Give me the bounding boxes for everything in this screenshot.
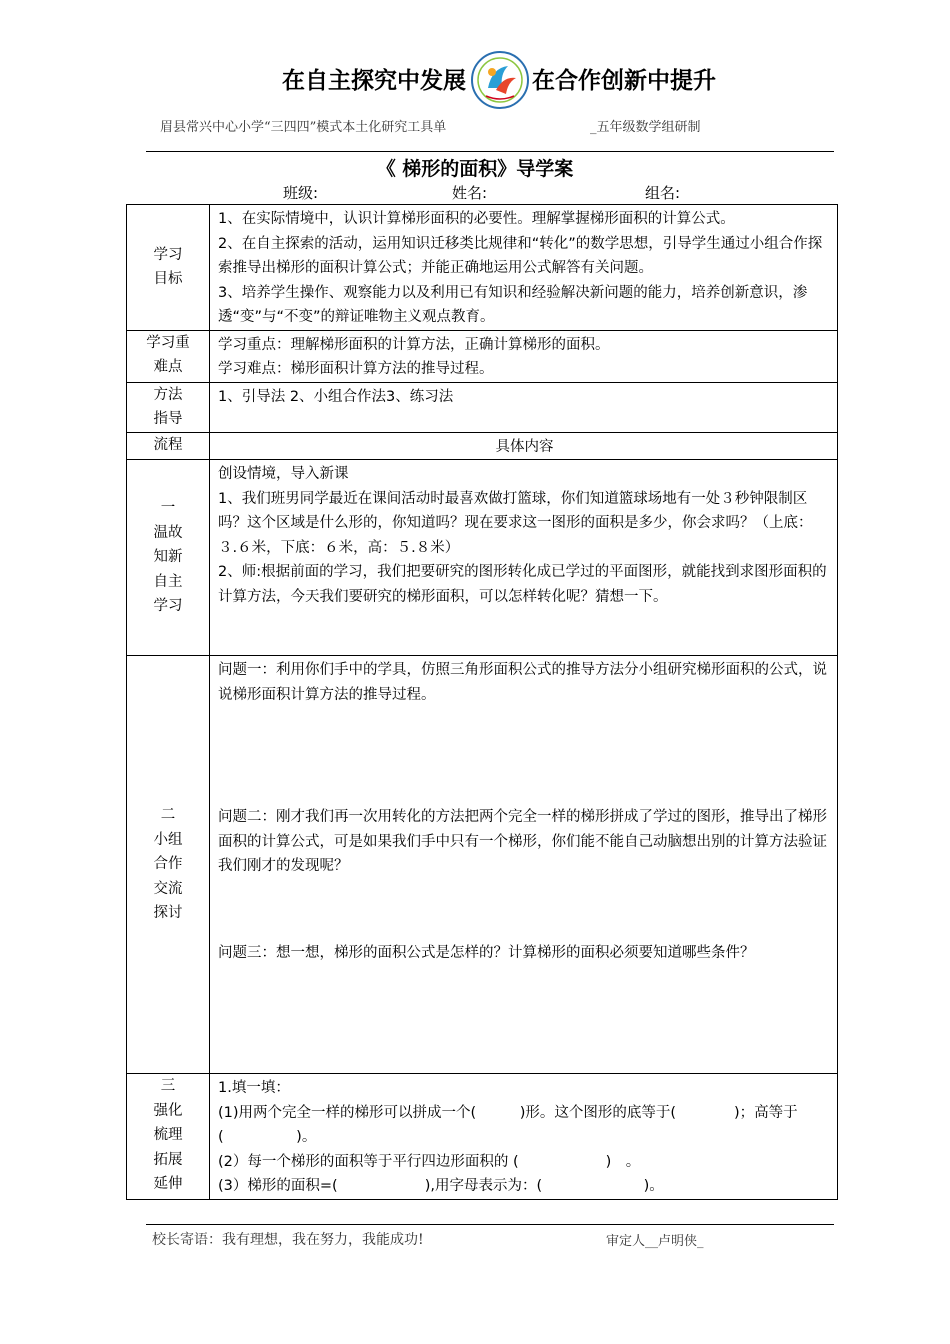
part1-intro: 创设情境，导入新课 <box>218 466 349 482</box>
name-label: 姓名: <box>452 184 488 202</box>
class-label: 班级: <box>283 184 319 202</box>
group-line: _五年级数学组研制 <box>590 120 701 135</box>
key-point: 学习重点：理解梯形面积的计算方法，正确计算梯形的面积。 <box>218 336 610 353</box>
school-logo-icon <box>470 50 530 110</box>
row-goals <box>127 205 838 331</box>
label-goals: 学习 目标 <box>127 205 210 331</box>
row-part2 <box>127 656 838 1074</box>
row-flow-header <box>127 432 838 460</box>
fill-item-3: (3）梯形的面积=( ),用字母表示为：( )。 <box>218 1178 664 1194</box>
answer-space-2 <box>218 879 831 941</box>
fill-item-1: (1)用两个完全一样的梯形可以拼成一个( )形。这个图形的底等于( )；高等于( )。 <box>218 1104 798 1145</box>
school-line: 眉县常兴中心小学“三四四”模式本土化研究工具单 <box>160 120 447 135</box>
question-3: 问题三：想一想，梯形的面积公式是怎样的？计算梯形的面积必须要知道哪些条件？ <box>218 944 755 961</box>
content-method: 1、引导法 2、小组合作法3、练习法 <box>210 382 838 432</box>
content-flow-header: 具体内容 <box>210 432 838 460</box>
content-part2 <box>210 656 838 1074</box>
label-part1: 一 温故 知新 自主 学习 <box>127 460 210 656</box>
reviewer: 审定人__卢明侠_ <box>606 1234 704 1249</box>
label-part3: 三 强化 梳理 拓展 延伸 <box>127 1074 210 1200</box>
question-1: 问题一：利用你们手中的学具，仿照三角形面积公式的推导方法分小组研究梯形面积的公式，说说梯形面积计算方法的推导过程。 <box>218 662 827 703</box>
goal-1: 1、在实际情境中，认识计算梯形面积的必要性。理解掌握梯形面积的计算公式。 <box>218 211 735 227</box>
footer-divider <box>146 1224 834 1225</box>
fill-item-2: (2）每一个梯形的面积等于平行四边形面积的 ( ) 。 <box>218 1153 641 1170</box>
group-label: 组名: <box>645 184 681 202</box>
lesson-table <box>126 204 838 1200</box>
row-key-points <box>127 330 838 382</box>
part1-item-2: 2、师:根据前面的学习，我们把要研究的图形转化成已学过的平面图形，就能找到求图形面积的计算方法，今天我们要研究的梯形面积，可以怎样转化呢？猜想一下。 <box>218 564 827 605</box>
label-flow: 流程 <box>127 432 210 460</box>
goal-2: 2、在自主探索的活动，运用知识迁移类比规律和“转化”的数学思想，引导学生通过小组合作探索推导出梯形的面积计算公式；并能正确地运用公式解答有关问题。 <box>218 235 823 276</box>
goal-3: 3、培养学生操作、观察能力以及利用已有知识和经验解决新问题的能力，培养创新意识，渗透“变”与“不变”的辩证唯物主义观点教育。 <box>218 284 808 325</box>
part1-item-1: 1、我们班男同学最近在课间活动时最喜欢做打篮球，你们知道篮球场地有一处３秒钟限制区吗？这个区域是什么形的，你知道吗？现在要求这一图形的面积是多少，你会求吗？（上底：３.６米，下底：６米，高：５.８米） <box>218 490 813 556</box>
header-divider <box>146 151 834 152</box>
label-key-points: 学习重 难点 <box>127 330 210 382</box>
content-key-points <box>210 330 838 382</box>
question-2: 问题二：刚才我们再一次用转化的方法把两个完全一样的梯形拼成了学过的图形，推导出了梯形面积的计算公式，可是如果我们手中只有一个梯形，你们能不能自己动脑想出别的计算方法验证我们刚才的发现呢？ <box>218 809 827 874</box>
answer-space-1 <box>218 707 831 805</box>
row-method <box>127 382 838 432</box>
label-method: 方法 指导 <box>127 382 210 432</box>
label-part2: 二 小组 合作 交流 探讨 <box>127 656 210 1074</box>
principal-motto: 校长寄语：我有理想，我在努力，我能成功! <box>152 1232 424 1248</box>
content-part3 <box>210 1074 838 1200</box>
row-part1 <box>127 460 838 656</box>
row-part3 <box>127 1074 838 1200</box>
header-title-left: 在自主探究中发展 <box>282 68 466 94</box>
content-part1 <box>210 460 838 656</box>
header-title-right: 在合作创新中提升 <box>532 68 716 94</box>
difficult-point: 学习难点：梯形面积计算方法的推导过程。 <box>218 361 494 377</box>
fill-title: 1.填一填： <box>218 1080 290 1096</box>
doc-title: 《 梯形的面积》导学案 <box>376 158 574 180</box>
content-goals <box>210 205 838 331</box>
